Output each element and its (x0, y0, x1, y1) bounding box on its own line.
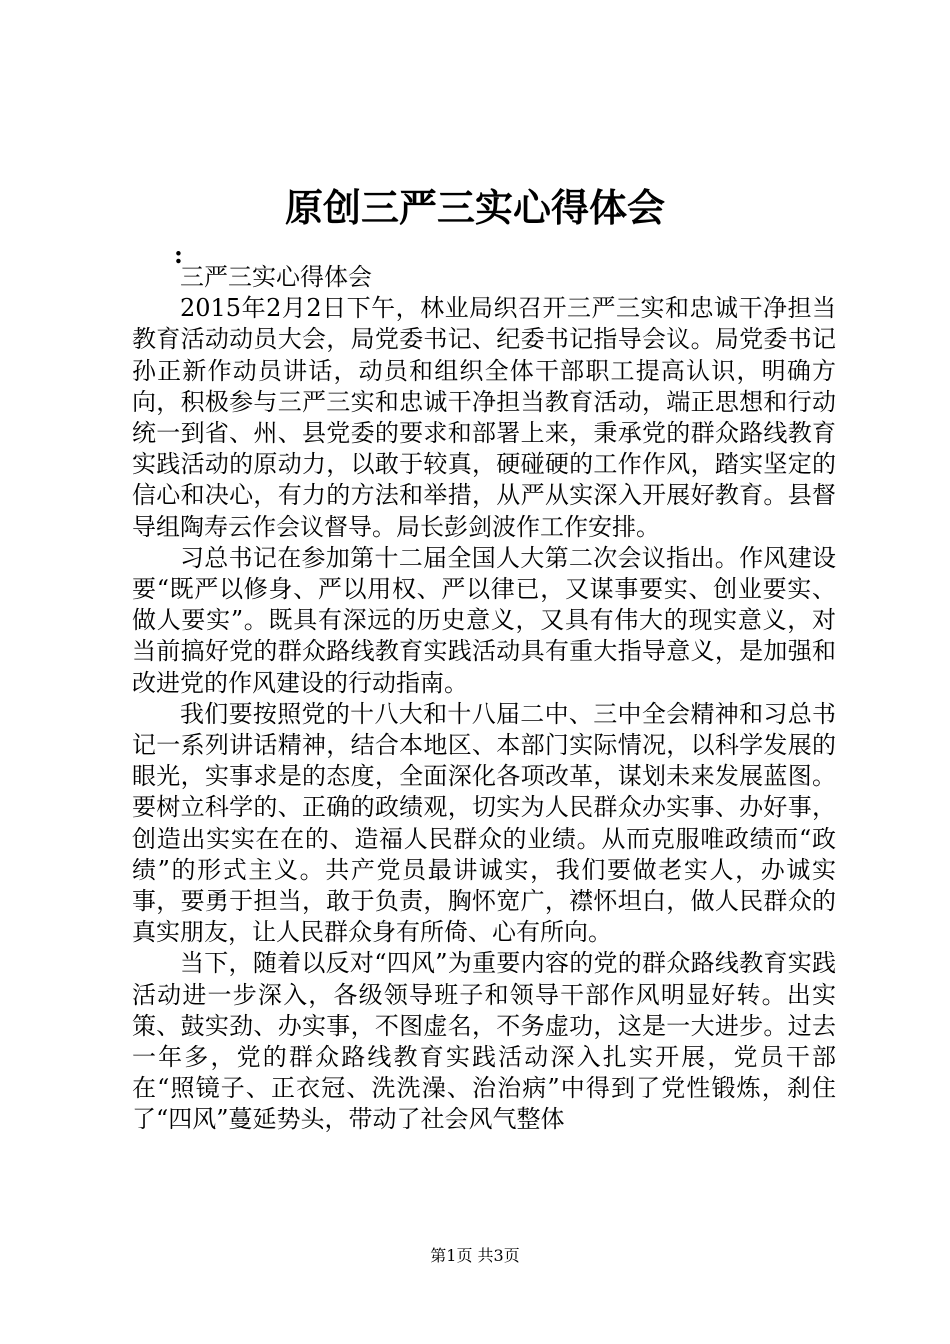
body-paragraph: 2015年2月2日下午，林业局织召开三严三实和忠诚干净担当教育活动动员大会，局党委书记、纪委书记指导会议。局党委书记孙正新作动员讲话，动员和组织全体干部职工提高认识，明确方向，积极参与三严三实和忠诚干净担当教育活动，端正思想和行动统一到省、州、县党委的要求和部署上来，秉承党的群众路线教育实践活动的原动力，以敢于较真，硬碰硬的工作作风，踏实坚定的信心和决心，有力的方法和举措，从严从实深入开展好教育。县督导组陶寿云作会议督导。局长彭剑波作工作安排。 (132, 294, 836, 541)
document-title: 原创三严三实心得体会 (284, 185, 665, 230)
body-paragraph: 习总书记在参加第十二届全国人大第二次会议指出。作风建设要“既严以修身、严以用权、严以律已，又谋事要实、创业要实、做人要实”。既具有深远的历史意义，又具有伟大的现实意义，对当前搞好党的群众路线教育实践活动具有重大指导意义，是加强和改进党的作风建设的行动指南。 (132, 543, 836, 697)
body-paragraph: 我们要按照党的十八大和十八届二中、三中全会精神和习总书记一系列讲话精神，结合本地区、本部门实际情况，以科学发展的眼光，实事求是的态度，全面深化各项改革，谋划未来发展蓝图。要树立科学的、正确的政绩观，切实为人民群众办实事、办好事，创造出实实在在的、造福人民群众的业绩。从而克服唯政绩而“政绩”的形式主义。共产党员最讲诚实，我们要做老实人，办诚实事，要勇于担当，敢于负责，胸怀宽广，襟怀坦白，做人民群众的真实朋友，让人民群众身有所倚、心有所向。 (132, 699, 836, 947)
colon-mark: : (174, 240, 183, 269)
body-paragraph-subtitle: 三严三实心得体会 (180, 263, 372, 291)
document-body (132, 262, 836, 1136)
body-paragraph: 当下，随着以反对“四风”为重要内容的党的群众路线教育实践活动进一步深入，各级领导班子和领导干部作风明显好转。出实策、鼓实劲、办实事，不图虚名，不务虚功，这是一大进步。过去一年多，党的群众路线教育实践活动深入扎实开展，党员干部在“照镜子、正衣冠、洗洗澡、治治病”中得到了党性锻炼，刹住了“四风”蔓延势头，带动了社会风气整体 (132, 949, 836, 1134)
page-footer: 第1页 共3页 (430, 1246, 520, 1265)
